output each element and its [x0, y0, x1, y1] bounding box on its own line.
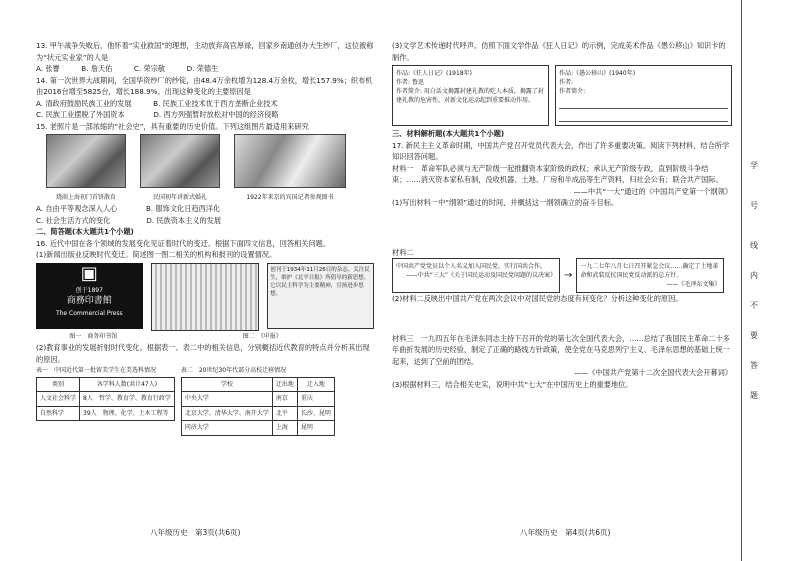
table-cell: 南京	[272, 392, 297, 407]
question-17-part-2: (2)材料二反映出中国共产党在两次会议中对国民党的态度有何变化？分析这种变化的原因。	[392, 294, 683, 303]
photo-row	[46, 134, 374, 203]
table-2-block	[181, 365, 335, 436]
question-17: 17. 新民主主义革命时期，中国共产党召开党员代表大会，作出了许多重要决策。阅读下列材料，结合所学知识回答问题。	[392, 140, 730, 161]
table-cell: 中央大学	[181, 392, 272, 407]
answer-space[interactable]	[392, 209, 732, 247]
table-cell: 昆明	[297, 421, 334, 436]
section-3-heading: 三、材料解析题(本大题共1个小题)	[392, 129, 505, 138]
material-2-box-1	[392, 258, 560, 293]
table-row	[37, 406, 175, 421]
photo-caption-1: 烧雨上海初门首饼散育	[55, 193, 116, 201]
table-row	[181, 421, 334, 436]
material-1: 材料一 革命军队必须与无产阶级一起推翻资本家阶级的政权；承认无产阶级专政，直到阶级斗争结束；……消灭资本家私有制，没收机器、土地、厂房和半成品等生产资料，归社会公有；联合共产国际。	[392, 163, 723, 184]
binding-margin	[741, 0, 772, 561]
table-cell: 北平	[272, 406, 297, 421]
table-row	[37, 392, 175, 407]
question-16-part-1: (1)新闻出版业反映时代变迁。简述图一图二相关的机构和报刊的设置情况。	[36, 250, 277, 259]
material-2-boxes	[392, 258, 732, 293]
table-1-header: 各学科人数(共计47人)	[80, 377, 175, 392]
material-2-source-2: ——《毛泽东文集》	[666, 281, 721, 288]
table-cell: 39人 物理、化学、土木工程等	[80, 406, 175, 421]
card-madman-diary	[392, 65, 549, 126]
material-2-box-2	[576, 258, 724, 293]
card-2-description[interactable]: 作者简介:	[559, 88, 586, 95]
margin-char: 号	[750, 201, 758, 210]
photo-1	[46, 134, 126, 203]
table-2-header: 迁出地	[272, 377, 297, 392]
shenbao-paper-image	[151, 263, 260, 331]
answer-space[interactable]	[392, 305, 732, 333]
table-row	[181, 406, 334, 421]
margin-char: 答	[750, 361, 758, 370]
right-page-footer: 八年级历史 第4页(共6页)	[520, 528, 611, 537]
question-16-part-2: (2)教育事业的发展折射时代变化。根据表一、表二中的相关信息，分别概括近代教育的特点并分析其出现的原因。	[36, 343, 370, 364]
material-2-text-1: 中国共产党党员以个人名义加入国民党，实行国共合作。	[396, 263, 547, 270]
figure-2-caption: 图二 《申报》	[242, 332, 282, 340]
question-14-options-1: A. 清政府鼓励民族工业的发展 B. 民族工业技术优于西方垄断企业技术	[36, 98, 278, 108]
section-2-heading: 二、简答题(本大题共1个小题)	[36, 227, 134, 236]
margin-char: 线	[750, 241, 758, 250]
photo-caption-2: 民国初年讲新式婚礼	[152, 193, 207, 201]
table-2-title: 表二 20世纪30年代部分高校迁移情况	[180, 367, 287, 374]
material-1-source: ——中共“一大”通过的《中国共产党第一个纲领》	[573, 186, 732, 196]
table-cell: 重庆	[297, 392, 334, 407]
photo-caption-3: 1922年来京的宾国记者参观图书	[246, 193, 334, 201]
material-3-source: ——《中国共产党第十二次全国代表大会开幕词》	[573, 368, 732, 377]
table-cell: 北京大学、清华大学、南开大学	[181, 406, 272, 421]
material-2-label: 材料二	[392, 247, 414, 257]
card-1-title: 作品:《狂人日记》(1918年)	[396, 70, 472, 77]
table-2-header: 迁入地	[297, 377, 334, 392]
table-cell: 同济大学	[181, 421, 272, 436]
photo-3	[234, 134, 346, 203]
left-column	[36, 40, 374, 436]
material-2-text-2: 一九二七年八月七日召开紧急会议……确定了土地革命和武装反抗国民党反动派的总方针。	[580, 263, 719, 279]
answer-line[interactable]	[559, 96, 728, 109]
card-2-author[interactable]: 作者:	[559, 79, 574, 86]
question-17-part-3: (3)根据材料三，结合相关史实，说明中共“七大”在中国历史上的重要地位。	[392, 379, 633, 389]
table-2-header: 学校	[181, 377, 272, 392]
logo-year: 创于1897	[75, 286, 103, 294]
margin-char: 要	[750, 331, 758, 340]
logo-name: 商務印書館	[66, 296, 112, 306]
table-1-header: 类别	[37, 377, 80, 392]
margin-char: 学	[750, 161, 758, 170]
question-13: 13. 甲午战争失败后，他怀着“实业救国”的理想，主动放弃高官厚禄，回家乡南通创办大生纱厂，这位被称为“状元实业家”的人是	[36, 41, 374, 62]
material-2-source-1: ——中共“三大”《关于国民运动及国民党问题的议决案》	[405, 272, 556, 279]
material-3: 材料三 一九四五年在毛泽东同志主持下召开的党的第七次全国代表大会，……总结了我国民主革命二十多年曲折发展的历史经验，制定了正确的路线方针政策，使全党在马克思列宁主义、毛泽东思想的基础上统一起来，达到了空前的团结。	[392, 333, 730, 366]
question-14-options-2: C. 民族工业摆脱了外国资本 D. 西方列强暂时放松对中国的经济侵略	[36, 110, 279, 119]
question-13-options: A. 张謇 B. 詹天佑 C. 荣宗敬 D. 荣德生	[36, 64, 219, 73]
commercial-press-logo	[36, 263, 143, 329]
question-17-part-1: (1)写出材料一中“纲领”通过的时间，并概括这一纲领确立的奋斗目标。	[392, 198, 619, 207]
knowledge-cards	[392, 65, 732, 126]
newspaper-note: 创刊于1934年11月26日的杂志。关注民生，维护《北平日报》所倡导的新思想。它以民主科学为主要精神，宣扬进步思想。	[267, 263, 374, 329]
tables-row	[36, 365, 374, 436]
table-1-block	[36, 365, 175, 436]
table-cell: 8人 哲学、教育学、教育行政学	[80, 392, 175, 407]
table-cell: 上海	[272, 421, 297, 436]
margin-char: 内	[750, 271, 758, 280]
book-icon: ▣	[80, 262, 98, 284]
question-16: 16. 近代中国在各个领域的发展变化见证着时代的变迁。根据下面四文信息，回答相关问题。	[36, 238, 331, 248]
figure-1-caption: 图一 商务印书馆	[69, 332, 118, 340]
right-column	[392, 40, 732, 390]
card-2-title: 作品:《愚公移山》(1940年)	[559, 70, 636, 77]
card-1-author: 作者: 鲁迅	[396, 79, 424, 86]
question-15-options-2: C. 社会生活方式的变化 D. 民族资本主义的发展	[36, 215, 222, 225]
figure-row	[36, 263, 374, 331]
question-15-options-1: A. 自由平等观念深入人心 B. 服饰文化日趋西洋化	[36, 204, 221, 213]
table-cell: 长沙、昆明	[297, 406, 334, 421]
margin-char: 题	[750, 391, 758, 400]
logo-english: The Commercial Press	[55, 309, 123, 317]
table-2	[181, 377, 335, 436]
margin-char: 不	[750, 301, 758, 310]
figure-captions	[36, 331, 374, 343]
question-15: 15. 老照片是一部浓缩的“社会史”，具有重要的历史价值。下列这组图片最适用来研究	[36, 121, 309, 131]
question-14: 14. 第一次世界大战期间，全国华资纱厂的纱锭，由48.4万余枚增为128.4万余枚，增长157.9%；织布机由2016台增至5825台，增长188.9%。出现这种变化的主要原因是	[36, 75, 373, 96]
answer-line[interactable]	[559, 109, 728, 122]
table-1-title: 表一 中国近代第一批留美学生在美选科情况	[36, 367, 157, 374]
photo-2	[140, 134, 220, 203]
table-cell: 自然科学	[37, 406, 80, 421]
card-1-description: 作者简介: 用白话文揭露封建礼教的吃人本质，揭露了封建礼教的危害性，对新文化运动起到重要推动作用。	[396, 88, 544, 104]
arrow-right-icon: →	[564, 270, 573, 281]
card-yugong	[555, 65, 732, 126]
question-16-part-3: (3)文学艺术传递时代呼声。仿照下面文学作品《狂人日记》的示例，完成美术作品《愚公移山》知识卡的制作。	[392, 41, 726, 62]
table-cell: 人文社会科学	[37, 392, 80, 407]
table-row	[181, 392, 334, 407]
table-1	[36, 377, 175, 422]
left-page-footer: 八年级历史 第3页(共6页)	[150, 528, 241, 537]
